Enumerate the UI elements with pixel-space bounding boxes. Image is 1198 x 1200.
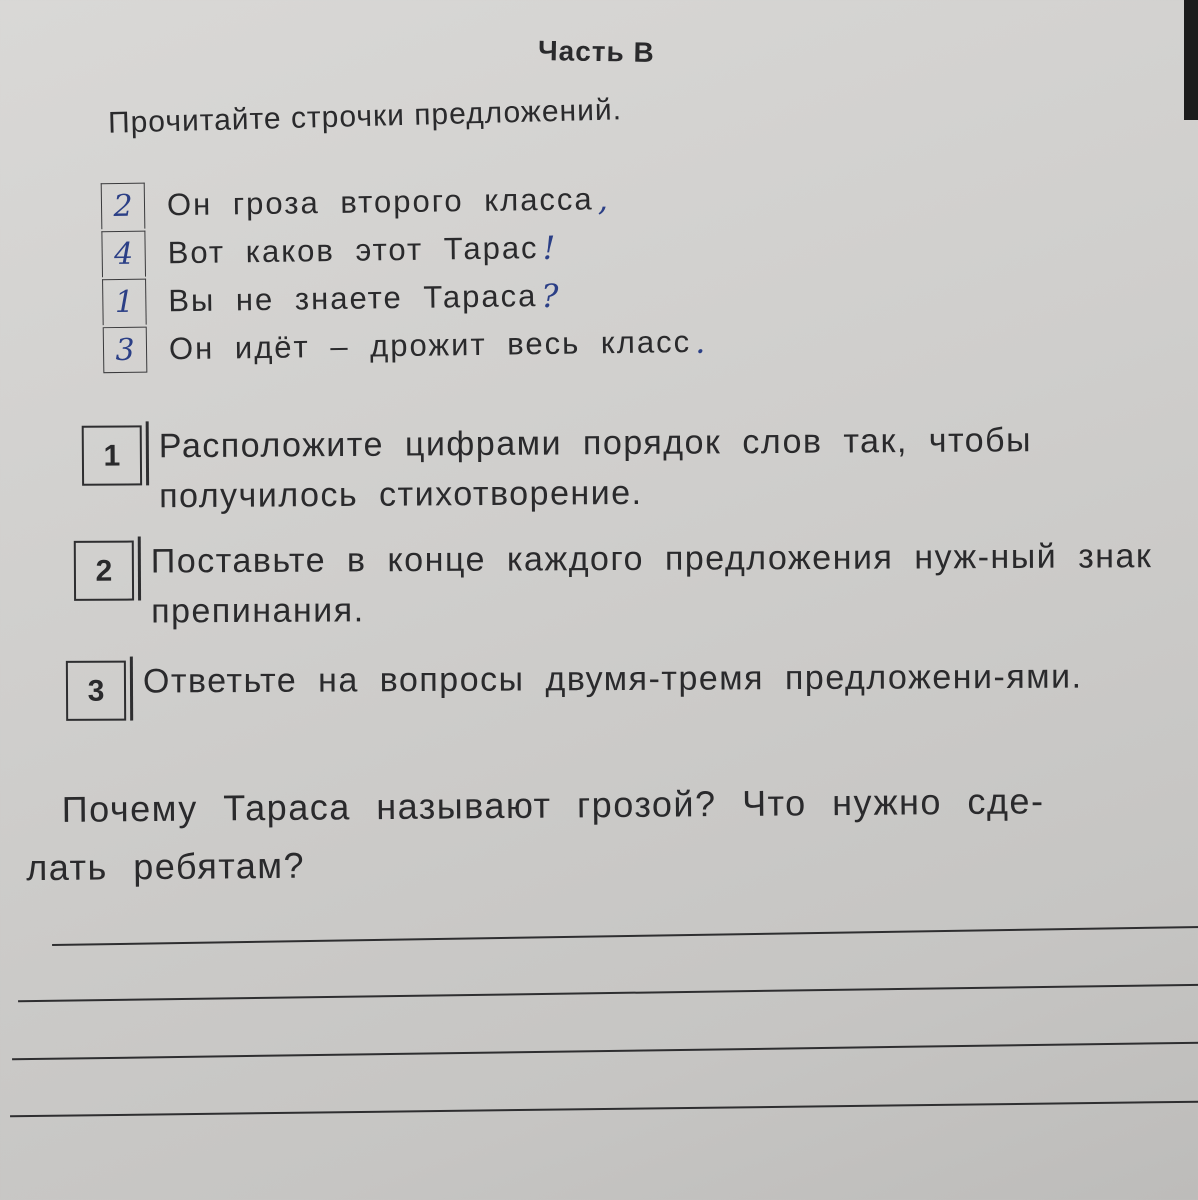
handwritten-punctuation: , [597, 180, 609, 219]
sentence-row [102, 270, 705, 326]
answer-line[interactable] [10, 1101, 1198, 1118]
task-3 [66, 651, 1176, 721]
answer-line[interactable] [12, 1042, 1198, 1061]
handwritten-punctuation: ? [541, 276, 559, 316]
order-box[interactable]: 2 [101, 183, 146, 230]
page-edge [1184, 0, 1198, 120]
sentence-text: Он гроза второго класса [166, 181, 594, 223]
task-text: Ответьте на вопросы двумя-тремя предложени-ями. [142, 657, 1083, 701]
task-divider [146, 421, 149, 485]
task-divider [130, 657, 133, 721]
sentence-table [101, 174, 706, 374]
intro-instruction: Прочитайте строчки предложений. [107, 93, 623, 140]
sentence-row [103, 318, 706, 374]
task-number-badge: 1 [82, 425, 142, 485]
sentence-text: Вот каков этот Тарас [167, 230, 539, 271]
order-box[interactable]: 1 [102, 279, 147, 326]
task-text: Расположите цифрами порядок слов так, чтобы получилось стихотворение. [158, 421, 1033, 516]
sentence-text: Он идёт – дрожит весь класс [168, 323, 692, 367]
sentence-row [101, 222, 704, 278]
handwritten-punctuation: ! [542, 228, 556, 268]
task-2 [74, 531, 1165, 637]
task-divider [138, 537, 141, 601]
task-number-badge: 2 [74, 541, 134, 601]
question-line: лать ребятам? [26, 844, 306, 889]
question-block [26, 771, 1198, 897]
task-1 [82, 414, 1173, 522]
answer-line[interactable] [18, 984, 1198, 1003]
question-line: Почему Тараса называют грозой? Что нужно сде- [61, 780, 1045, 830]
part-title: Часть В [537, 34, 656, 69]
order-box[interactable]: 3 [103, 327, 148, 374]
task-text: Поставьте в конце каждого предложения нуж-ный знак препинания. [150, 537, 1153, 631]
order-box[interactable]: 4 [101, 231, 146, 278]
answer-line[interactable] [52, 926, 1198, 946]
handwritten-punctuation: . [694, 322, 706, 361]
task-number-badge: 3 [66, 661, 126, 721]
sentence-row [101, 174, 704, 230]
sentence-text: Вы не знаете Тараса [168, 278, 538, 319]
